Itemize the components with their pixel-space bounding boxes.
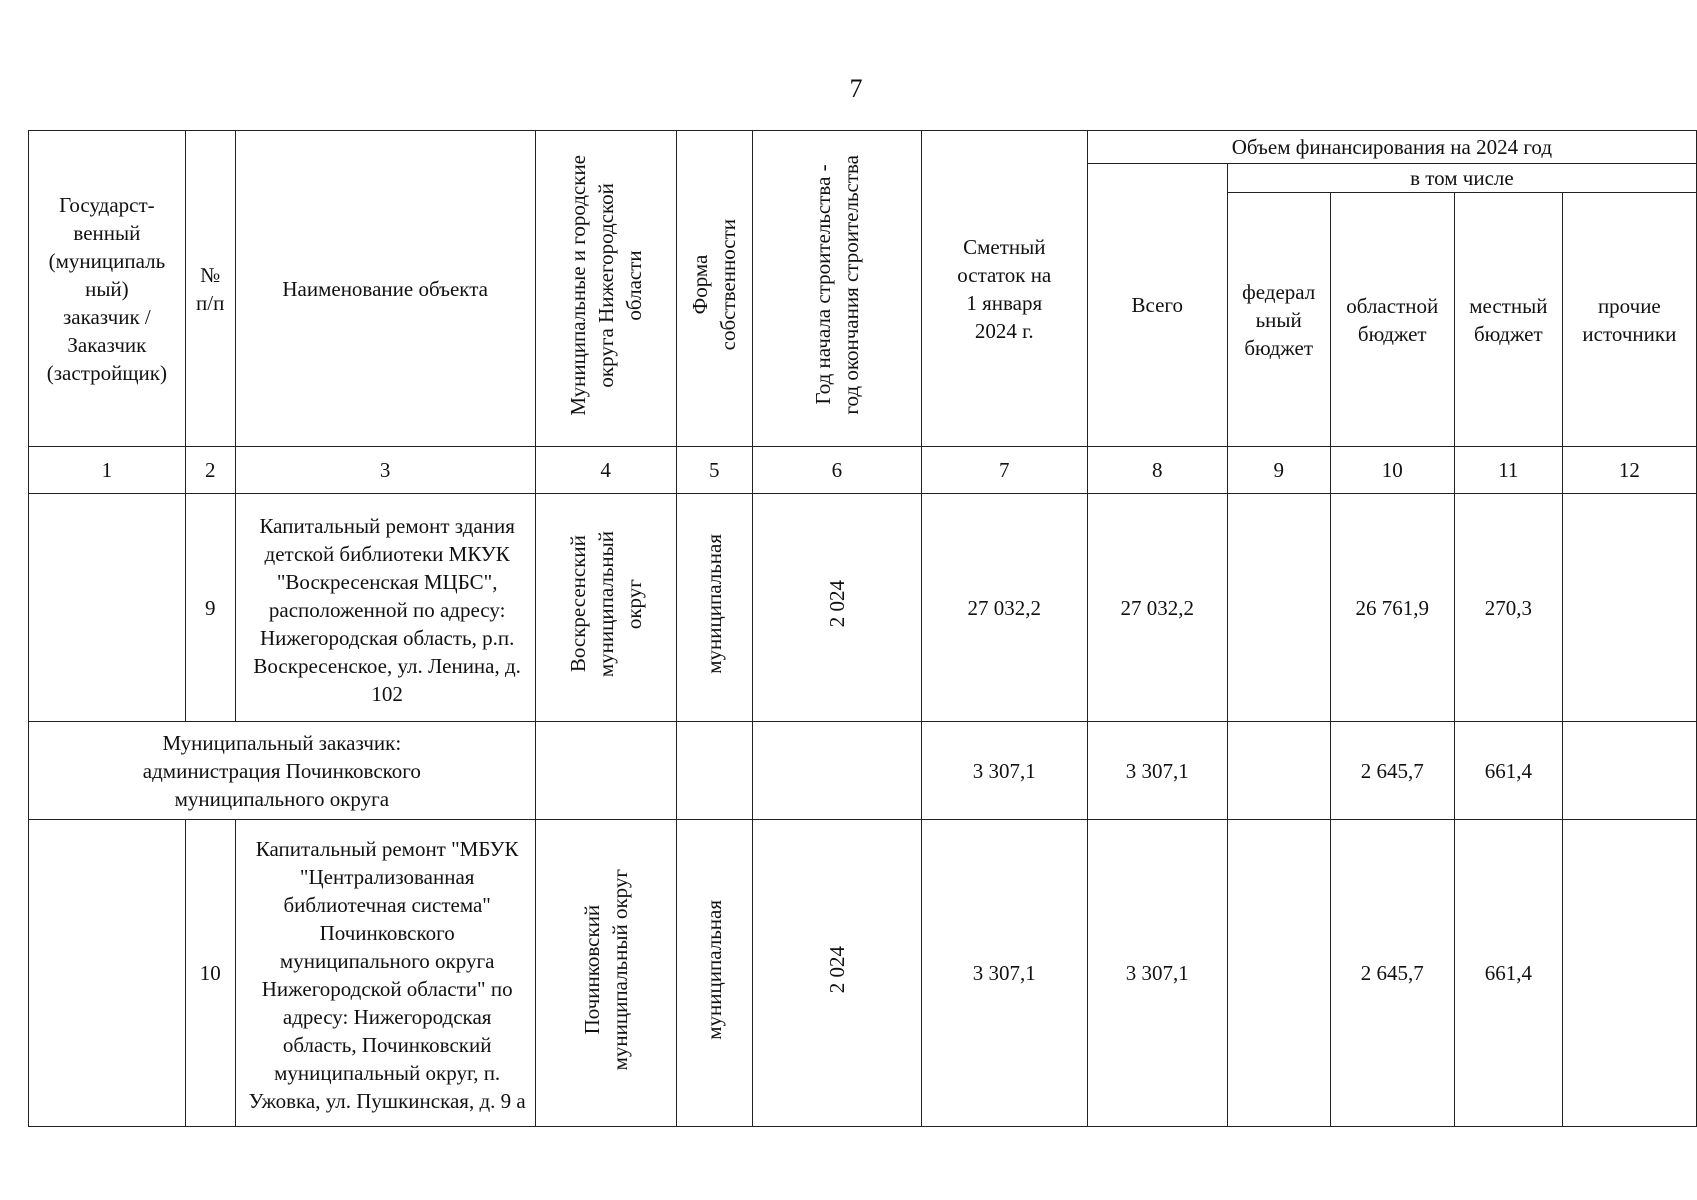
column-number: 6 bbox=[752, 447, 921, 494]
row-municipality bbox=[535, 820, 676, 1127]
row-local: 661,4 bbox=[1454, 820, 1562, 1127]
column-number: 10 bbox=[1330, 447, 1454, 494]
group-federal bbox=[1227, 722, 1330, 820]
row-estimated-balance: 3 307,1 bbox=[921, 820, 1087, 1127]
header-ownership-text: Форма собственности bbox=[688, 219, 741, 351]
row-other bbox=[1562, 494, 1696, 722]
row-other bbox=[1562, 820, 1696, 1127]
group-total: 3 307,1 bbox=[1087, 722, 1227, 820]
header-total: Всего bbox=[1087, 164, 1227, 447]
row-local: 270,3 bbox=[1454, 494, 1562, 722]
group-ownership bbox=[676, 722, 752, 820]
row-num: 9 bbox=[185, 494, 235, 722]
header-years bbox=[752, 131, 921, 447]
column-number: 2 bbox=[185, 447, 235, 494]
column-number: 3 bbox=[235, 447, 535, 494]
column-numbers-row bbox=[29, 447, 1697, 494]
page-number: 7 bbox=[849, 74, 863, 103]
column-number: 1 bbox=[29, 447, 186, 494]
header-estimated-balance: Сметный остаток на 1 января 2024 г. bbox=[921, 131, 1087, 447]
row-municipality bbox=[535, 494, 676, 722]
header-object-name: Наименование объекта bbox=[235, 131, 535, 447]
row-ownership bbox=[676, 820, 752, 1127]
column-number: 5 bbox=[676, 447, 752, 494]
row-years-text: 2 024 bbox=[824, 580, 849, 628]
header-municipality bbox=[535, 131, 676, 447]
row-years-text: 2 024 bbox=[824, 945, 849, 994]
header-customer: Государст- венный (муниципаль ный) заказчик / Заказчик (застройщик) bbox=[29, 131, 186, 447]
row-years bbox=[752, 494, 921, 722]
group-other bbox=[1562, 722, 1696, 820]
row-object-name: Капитальный ремонт здания детской библиотеки МКУК "Воскресенская МЦБС", расположенной по адресу: Нижегородская область, р.п. Воскресенское, ул. Ленина, д. 102 bbox=[235, 494, 535, 722]
header-other: прочие источники bbox=[1562, 193, 1696, 447]
row-object-name: Капитальный ремонт "МБУК "Централизованная библиотечная система" Починковского муниципального округа Нижегородской области" по адресу: Нижегородская область, Починковский муниципальный округ, п. Ужовка, ул. Пушкинская, д. 9 а bbox=[235, 820, 535, 1127]
table-row bbox=[29, 820, 1697, 1127]
column-number: 7 bbox=[921, 447, 1087, 494]
group-estimated-balance: 3 307,1 bbox=[921, 722, 1087, 820]
table-row bbox=[29, 494, 1697, 722]
row-federal bbox=[1227, 820, 1330, 1127]
column-number: 11 bbox=[1454, 447, 1562, 494]
financing-table bbox=[28, 130, 1697, 1127]
row-ownership bbox=[676, 494, 752, 722]
header-years-text: Год начала строительства - год окончания строительства bbox=[810, 155, 863, 415]
group-municipality bbox=[535, 722, 676, 820]
group-row bbox=[29, 722, 1697, 820]
row-ownership-text: муниципальная bbox=[702, 899, 727, 1040]
group-local: 661,4 bbox=[1454, 722, 1562, 820]
row-ownership-text: муниципальная bbox=[702, 534, 727, 674]
column-number: 8 bbox=[1087, 447, 1227, 494]
header-num: № п/п bbox=[185, 131, 235, 447]
column-number: 12 bbox=[1562, 447, 1696, 494]
group-customer: Муниципальный заказчик: администрация Починковского муниципального округа bbox=[29, 722, 536, 820]
row-years bbox=[752, 820, 921, 1127]
header-including: в том числе bbox=[1227, 164, 1696, 193]
header-federal: федерал ьный бюджет bbox=[1227, 193, 1330, 447]
header-financing-title: Объем финансирования на 2024 год bbox=[1087, 131, 1696, 164]
row-estimated-balance: 27 032,2 bbox=[921, 494, 1087, 722]
row-total: 27 032,2 bbox=[1087, 494, 1227, 722]
header-ownership bbox=[676, 131, 752, 447]
row-regional: 26 761,9 bbox=[1330, 494, 1454, 722]
group-regional: 2 645,7 bbox=[1330, 722, 1454, 820]
column-number: 9 bbox=[1227, 447, 1330, 494]
row-municipality-text: Воскресенский муниципальный округ bbox=[565, 530, 646, 678]
row-regional: 2 645,7 bbox=[1330, 820, 1454, 1127]
header-regional: областной бюджет bbox=[1330, 193, 1454, 447]
row-federal bbox=[1227, 494, 1330, 722]
row-customer bbox=[29, 820, 186, 1127]
row-num: 10 bbox=[185, 820, 235, 1127]
row-total: 3 307,1 bbox=[1087, 820, 1227, 1127]
row-customer bbox=[29, 494, 186, 722]
row-municipality-text: Починковский муниципальный округ bbox=[579, 868, 632, 1071]
column-number: 4 bbox=[535, 447, 676, 494]
header-local: местный бюджет bbox=[1454, 193, 1562, 447]
header-municipality-text: Муниципальные и городские округа Нижегородской области bbox=[565, 154, 646, 416]
group-years bbox=[752, 722, 921, 820]
